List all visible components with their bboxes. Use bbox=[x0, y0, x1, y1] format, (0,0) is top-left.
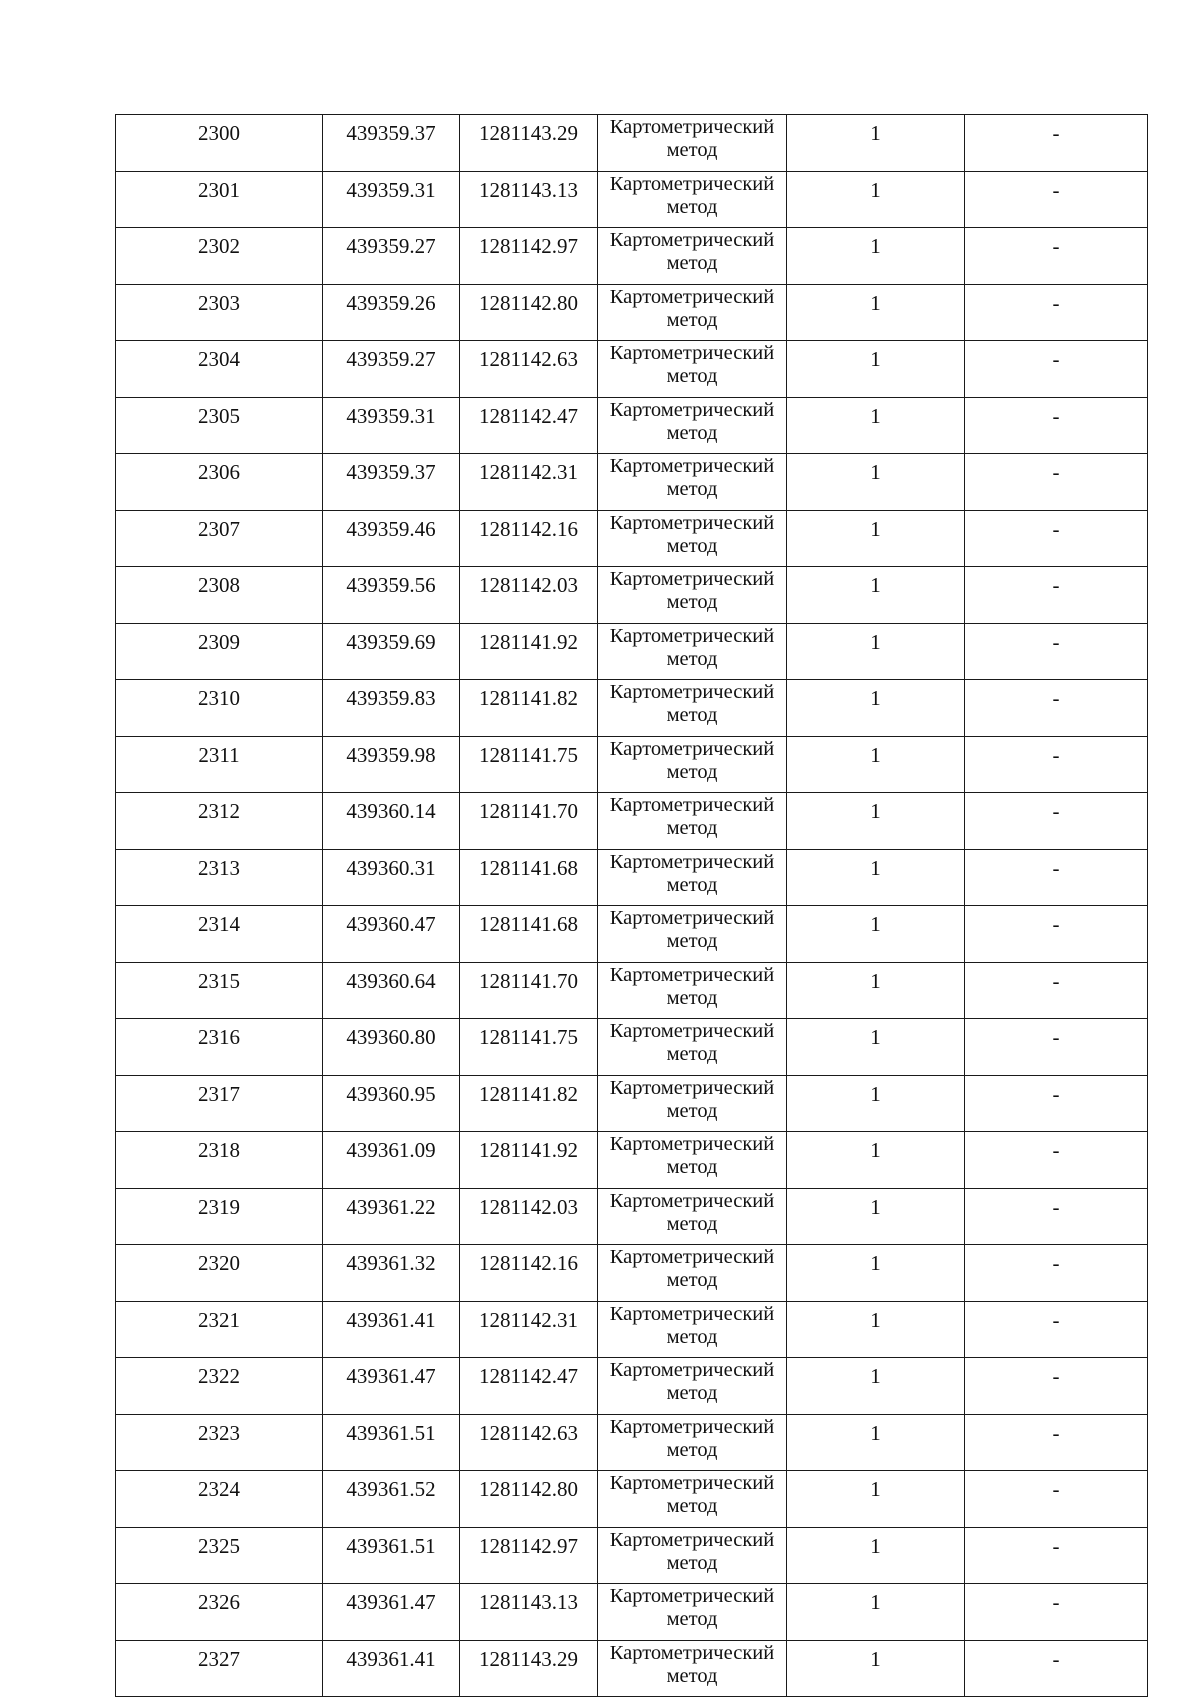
note-cell: - bbox=[965, 962, 1148, 1019]
method-line-2: метод bbox=[666, 1269, 718, 1291]
accuracy-cell: 1 bbox=[787, 1245, 965, 1302]
accuracy-cell: 1 bbox=[787, 510, 965, 567]
point-number-cell: 2307 bbox=[116, 510, 323, 567]
accuracy-cell: 1 bbox=[787, 1584, 965, 1641]
method-line-2: метод bbox=[666, 478, 718, 500]
accuracy-cell: 1 bbox=[787, 454, 965, 511]
table-row bbox=[116, 1358, 1148, 1415]
note-cell: - bbox=[965, 1019, 1148, 1076]
point-number-cell: 2309 bbox=[116, 623, 323, 680]
method-line-2: метод bbox=[666, 760, 718, 783]
x-coordinate-cell: 439359.46 bbox=[323, 510, 460, 567]
method-cell bbox=[598, 567, 787, 624]
accuracy-cell: 1 bbox=[787, 793, 965, 850]
y-coordinate-cell: 1281142.97 bbox=[460, 1527, 598, 1584]
x-coordinate-cell: 439359.27 bbox=[323, 228, 460, 285]
point-number-cell: 2325 bbox=[116, 1527, 323, 1584]
accuracy-cell: 1 bbox=[787, 623, 965, 680]
note-cell: - bbox=[965, 736, 1148, 793]
point-number-cell: 2320 bbox=[116, 1245, 323, 1302]
table-row bbox=[116, 1527, 1148, 1584]
y-coordinate-cell: 1281143.13 bbox=[460, 171, 598, 228]
coordinates-table bbox=[115, 114, 1148, 1697]
y-coordinate-cell: 1281142.16 bbox=[460, 510, 598, 567]
method-line-2: метод bbox=[666, 421, 718, 444]
note-cell: - bbox=[965, 454, 1148, 511]
accuracy-cell: 1 bbox=[787, 341, 965, 398]
method-line-1: Картометрический bbox=[609, 285, 775, 308]
method-line-2: метод bbox=[666, 1495, 718, 1517]
x-coordinate-cell: 439361.51 bbox=[323, 1527, 460, 1584]
method-cell bbox=[598, 454, 787, 511]
note-cell: - bbox=[965, 1245, 1148, 1302]
y-coordinate-cell: 1281142.97 bbox=[460, 228, 598, 285]
method-cell bbox=[598, 1019, 787, 1076]
y-coordinate-cell: 1281142.63 bbox=[460, 1414, 598, 1471]
point-number-cell: 2315 bbox=[116, 962, 323, 1019]
method-cell bbox=[598, 849, 787, 906]
method-line-2: метод bbox=[666, 817, 718, 839]
method-cell bbox=[598, 228, 787, 285]
table-row bbox=[116, 793, 1148, 850]
method-cell bbox=[598, 510, 787, 567]
accuracy-cell: 1 bbox=[787, 1301, 965, 1358]
method-line-1: Картометрический bbox=[609, 172, 775, 195]
y-coordinate-cell: 1281142.03 bbox=[460, 567, 598, 624]
table-row bbox=[116, 849, 1148, 906]
method-line-2: метод bbox=[666, 252, 718, 274]
note-cell: - bbox=[965, 849, 1148, 906]
accuracy-cell: 1 bbox=[787, 171, 965, 228]
method-cell bbox=[598, 397, 787, 454]
method-line-1: Картометрический bbox=[609, 1415, 775, 1438]
method-line-1: Картометрический bbox=[609, 1528, 775, 1551]
accuracy-cell: 1 bbox=[787, 906, 965, 963]
method-line-1: Картометрический bbox=[609, 229, 775, 251]
note-cell: - bbox=[965, 1132, 1148, 1189]
method-cell bbox=[598, 906, 787, 963]
method-line-1: Картометрический bbox=[609, 1359, 775, 1381]
table-row bbox=[116, 1188, 1148, 1245]
table-row bbox=[116, 1075, 1148, 1132]
method-cell bbox=[598, 171, 787, 228]
point-number-cell: 2302 bbox=[116, 228, 323, 285]
point-number-cell: 2306 bbox=[116, 454, 323, 511]
table-row bbox=[116, 115, 1148, 172]
method-line-1: Картометрический bbox=[609, 1246, 775, 1268]
y-coordinate-cell: 1281141.75 bbox=[460, 1019, 598, 1076]
note-cell: - bbox=[965, 228, 1148, 285]
note-cell: - bbox=[965, 1640, 1148, 1697]
table-row bbox=[116, 1414, 1148, 1471]
x-coordinate-cell: 439359.31 bbox=[323, 397, 460, 454]
method-cell bbox=[598, 962, 787, 1019]
method-cell bbox=[598, 736, 787, 793]
point-number-cell: 2322 bbox=[116, 1358, 323, 1415]
accuracy-cell: 1 bbox=[787, 397, 965, 454]
method-cell bbox=[598, 1358, 787, 1415]
y-coordinate-cell: 1281141.75 bbox=[460, 736, 598, 793]
point-number-cell: 2303 bbox=[116, 284, 323, 341]
method-line-1: Картометрический bbox=[609, 624, 775, 647]
table-row bbox=[116, 284, 1148, 341]
method-line-2: метод bbox=[666, 1156, 718, 1178]
y-coordinate-cell: 1281141.82 bbox=[460, 680, 598, 737]
y-coordinate-cell: 1281141.68 bbox=[460, 906, 598, 963]
accuracy-cell: 1 bbox=[787, 228, 965, 285]
method-line-2: метод bbox=[666, 195, 718, 218]
point-number-cell: 2310 bbox=[116, 680, 323, 737]
point-number-cell: 2327 bbox=[116, 1640, 323, 1697]
accuracy-cell: 1 bbox=[787, 1075, 965, 1132]
accuracy-cell: 1 bbox=[787, 680, 965, 737]
table-row bbox=[116, 510, 1148, 567]
table-row bbox=[116, 680, 1148, 737]
method-cell bbox=[598, 1188, 787, 1245]
accuracy-cell: 1 bbox=[787, 1414, 965, 1471]
note-cell: - bbox=[965, 906, 1148, 963]
x-coordinate-cell: 439359.26 bbox=[323, 284, 460, 341]
table-row bbox=[116, 1301, 1148, 1358]
accuracy-cell: 1 bbox=[787, 284, 965, 341]
note-cell: - bbox=[965, 1188, 1148, 1245]
x-coordinate-cell: 439359.27 bbox=[323, 341, 460, 398]
y-coordinate-cell: 1281142.31 bbox=[460, 454, 598, 511]
accuracy-cell: 1 bbox=[787, 1471, 965, 1528]
x-coordinate-cell: 439361.51 bbox=[323, 1414, 460, 1471]
method-cell bbox=[598, 115, 787, 172]
method-line-2: метод bbox=[666, 986, 718, 1009]
point-number-cell: 2324 bbox=[116, 1471, 323, 1528]
method-line-2: метод bbox=[666, 308, 718, 331]
y-coordinate-cell: 1281141.68 bbox=[460, 849, 598, 906]
x-coordinate-cell: 439360.80 bbox=[323, 1019, 460, 1076]
accuracy-cell: 1 bbox=[787, 962, 965, 1019]
y-coordinate-cell: 1281141.92 bbox=[460, 623, 598, 680]
method-line-1: Картометрический bbox=[609, 1585, 775, 1607]
x-coordinate-cell: 439361.32 bbox=[323, 1245, 460, 1302]
y-coordinate-cell: 1281142.80 bbox=[460, 284, 598, 341]
method-cell bbox=[598, 680, 787, 737]
table-row bbox=[116, 454, 1148, 511]
x-coordinate-cell: 439361.41 bbox=[323, 1301, 460, 1358]
note-cell: - bbox=[965, 171, 1148, 228]
method-line-1: Картометрический bbox=[609, 1641, 775, 1664]
method-line-1: Картометрический bbox=[609, 1472, 775, 1494]
method-cell bbox=[598, 341, 787, 398]
y-coordinate-cell: 1281143.13 bbox=[460, 1584, 598, 1641]
x-coordinate-cell: 439360.95 bbox=[323, 1075, 460, 1132]
table-row bbox=[116, 1584, 1148, 1641]
point-number-cell: 2313 bbox=[116, 849, 323, 906]
note-cell: - bbox=[965, 1075, 1148, 1132]
method-line-1: Картометрический bbox=[609, 850, 775, 873]
method-cell bbox=[598, 1640, 787, 1697]
note-cell: - bbox=[965, 284, 1148, 341]
accuracy-cell: 1 bbox=[787, 1188, 965, 1245]
table-row bbox=[116, 228, 1148, 285]
note-cell: - bbox=[965, 1301, 1148, 1358]
x-coordinate-cell: 439360.14 bbox=[323, 793, 460, 850]
method-line-1: Картометрический bbox=[609, 1020, 775, 1042]
method-line-2: метод bbox=[666, 365, 718, 387]
method-line-2: метод bbox=[666, 647, 718, 670]
y-coordinate-cell: 1281141.70 bbox=[460, 793, 598, 850]
accuracy-cell: 1 bbox=[787, 115, 965, 172]
note-cell: - bbox=[965, 680, 1148, 737]
method-line-1: Картометрический bbox=[609, 1302, 775, 1325]
x-coordinate-cell: 439361.41 bbox=[323, 1640, 460, 1697]
table-row bbox=[116, 341, 1148, 398]
method-line-2: метод bbox=[666, 1325, 718, 1348]
method-line-2: метод bbox=[666, 1212, 718, 1235]
method-cell bbox=[598, 1414, 787, 1471]
y-coordinate-cell: 1281143.29 bbox=[460, 1640, 598, 1697]
method-cell bbox=[598, 1471, 787, 1528]
method-line-1: Картометрический bbox=[609, 455, 775, 477]
y-coordinate-cell: 1281141.70 bbox=[460, 962, 598, 1019]
x-coordinate-cell: 439359.37 bbox=[323, 454, 460, 511]
note-cell: - bbox=[965, 115, 1148, 172]
x-coordinate-cell: 439361.52 bbox=[323, 1471, 460, 1528]
point-number-cell: 2316 bbox=[116, 1019, 323, 1076]
method-line-1: Картометрический bbox=[609, 963, 775, 986]
x-coordinate-cell: 439361.09 bbox=[323, 1132, 460, 1189]
method-line-2: метод bbox=[666, 1099, 718, 1122]
x-coordinate-cell: 439359.69 bbox=[323, 623, 460, 680]
note-cell: - bbox=[965, 1584, 1148, 1641]
x-coordinate-cell: 439359.83 bbox=[323, 680, 460, 737]
note-cell: - bbox=[965, 341, 1148, 398]
point-number-cell: 2311 bbox=[116, 736, 323, 793]
method-cell bbox=[598, 623, 787, 680]
method-line-1: Картометрический bbox=[609, 1133, 775, 1155]
x-coordinate-cell: 439359.98 bbox=[323, 736, 460, 793]
point-number-cell: 2304 bbox=[116, 341, 323, 398]
method-line-1: Картометрический bbox=[609, 737, 775, 760]
accuracy-cell: 1 bbox=[787, 849, 965, 906]
table-row bbox=[116, 1471, 1148, 1528]
x-coordinate-cell: 439359.56 bbox=[323, 567, 460, 624]
point-number-cell: 2317 bbox=[116, 1075, 323, 1132]
accuracy-cell: 1 bbox=[787, 736, 965, 793]
method-cell bbox=[598, 1301, 787, 1358]
method-line-1: Картометрический bbox=[609, 568, 775, 590]
note-cell: - bbox=[965, 397, 1148, 454]
x-coordinate-cell: 439359.37 bbox=[323, 115, 460, 172]
x-coordinate-cell: 439361.47 bbox=[323, 1584, 460, 1641]
table-row bbox=[116, 906, 1148, 963]
table-row bbox=[116, 397, 1148, 454]
point-number-cell: 2314 bbox=[116, 906, 323, 963]
y-coordinate-cell: 1281141.82 bbox=[460, 1075, 598, 1132]
method-line-1: Картометрический bbox=[609, 398, 775, 421]
table-row bbox=[116, 171, 1148, 228]
method-line-2: метод bbox=[666, 1438, 718, 1461]
method-cell bbox=[598, 1075, 787, 1132]
point-number-cell: 2312 bbox=[116, 793, 323, 850]
method-line-1: Картометрический bbox=[609, 681, 775, 703]
point-number-cell: 2305 bbox=[116, 397, 323, 454]
table-row bbox=[116, 1132, 1148, 1189]
point-number-cell: 2300 bbox=[116, 115, 323, 172]
note-cell: - bbox=[965, 510, 1148, 567]
method-line-1: Картометрический bbox=[609, 794, 775, 816]
method-cell bbox=[598, 284, 787, 341]
point-number-cell: 2326 bbox=[116, 1584, 323, 1641]
x-coordinate-cell: 439359.31 bbox=[323, 171, 460, 228]
method-line-2: метод bbox=[666, 591, 718, 613]
point-number-cell: 2308 bbox=[116, 567, 323, 624]
note-cell: - bbox=[965, 567, 1148, 624]
note-cell: - bbox=[965, 1414, 1148, 1471]
y-coordinate-cell: 1281142.47 bbox=[460, 397, 598, 454]
accuracy-cell: 1 bbox=[787, 1358, 965, 1415]
method-line-1: Картометрический bbox=[609, 116, 775, 138]
table-row bbox=[116, 623, 1148, 680]
note-cell: - bbox=[965, 1471, 1148, 1528]
point-number-cell: 2318 bbox=[116, 1132, 323, 1189]
table-row bbox=[116, 1019, 1148, 1076]
table-row bbox=[116, 567, 1148, 624]
accuracy-cell: 1 bbox=[787, 1019, 965, 1076]
x-coordinate-cell: 439360.31 bbox=[323, 849, 460, 906]
method-line-2: метод bbox=[666, 1043, 718, 1065]
method-line-2: метод bbox=[666, 704, 718, 726]
point-number-cell: 2301 bbox=[116, 171, 323, 228]
x-coordinate-cell: 439361.22 bbox=[323, 1188, 460, 1245]
accuracy-cell: 1 bbox=[787, 1640, 965, 1697]
x-coordinate-cell: 439360.64 bbox=[323, 962, 460, 1019]
table-row bbox=[116, 1245, 1148, 1302]
note-cell: - bbox=[965, 1358, 1148, 1415]
y-coordinate-cell: 1281143.29 bbox=[460, 115, 598, 172]
method-cell bbox=[598, 1527, 787, 1584]
method-line-2: метод bbox=[666, 930, 718, 952]
table-row bbox=[116, 736, 1148, 793]
y-coordinate-cell: 1281142.47 bbox=[460, 1358, 598, 1415]
coordinates-table-body bbox=[116, 115, 1148, 1697]
y-coordinate-cell: 1281142.16 bbox=[460, 1245, 598, 1302]
accuracy-cell: 1 bbox=[787, 1527, 965, 1584]
method-cell bbox=[598, 793, 787, 850]
point-number-cell: 2323 bbox=[116, 1414, 323, 1471]
method-line-2: метод bbox=[666, 873, 718, 896]
method-line-2: метод bbox=[666, 139, 718, 161]
table-row bbox=[116, 1640, 1148, 1697]
method-line-2: метод bbox=[666, 1551, 718, 1574]
method-line-2: метод bbox=[666, 1608, 718, 1630]
method-line-1: Картометрический bbox=[609, 511, 775, 534]
x-coordinate-cell: 439360.47 bbox=[323, 906, 460, 963]
accuracy-cell: 1 bbox=[787, 567, 965, 624]
y-coordinate-cell: 1281141.92 bbox=[460, 1132, 598, 1189]
y-coordinate-cell: 1281142.63 bbox=[460, 341, 598, 398]
accuracy-cell: 1 bbox=[787, 1132, 965, 1189]
point-number-cell: 2319 bbox=[116, 1188, 323, 1245]
method-cell bbox=[598, 1245, 787, 1302]
note-cell: - bbox=[965, 623, 1148, 680]
method-line-1: Картометрический bbox=[609, 907, 775, 929]
method-line-1: Картометрический bbox=[609, 1189, 775, 1212]
method-line-2: метод bbox=[666, 1664, 718, 1687]
method-cell bbox=[598, 1584, 787, 1641]
method-cell bbox=[598, 1132, 787, 1189]
method-line-2: метод bbox=[666, 534, 718, 557]
note-cell: - bbox=[965, 793, 1148, 850]
method-line-1: Картометрический bbox=[609, 342, 775, 364]
table-row bbox=[116, 962, 1148, 1019]
point-number-cell: 2321 bbox=[116, 1301, 323, 1358]
method-line-1: Картометрический bbox=[609, 1076, 775, 1099]
y-coordinate-cell: 1281142.31 bbox=[460, 1301, 598, 1358]
method-line-2: метод bbox=[666, 1382, 718, 1404]
y-coordinate-cell: 1281142.80 bbox=[460, 1471, 598, 1528]
x-coordinate-cell: 439361.47 bbox=[323, 1358, 460, 1415]
note-cell: - bbox=[965, 1527, 1148, 1584]
y-coordinate-cell: 1281142.03 bbox=[460, 1188, 598, 1245]
